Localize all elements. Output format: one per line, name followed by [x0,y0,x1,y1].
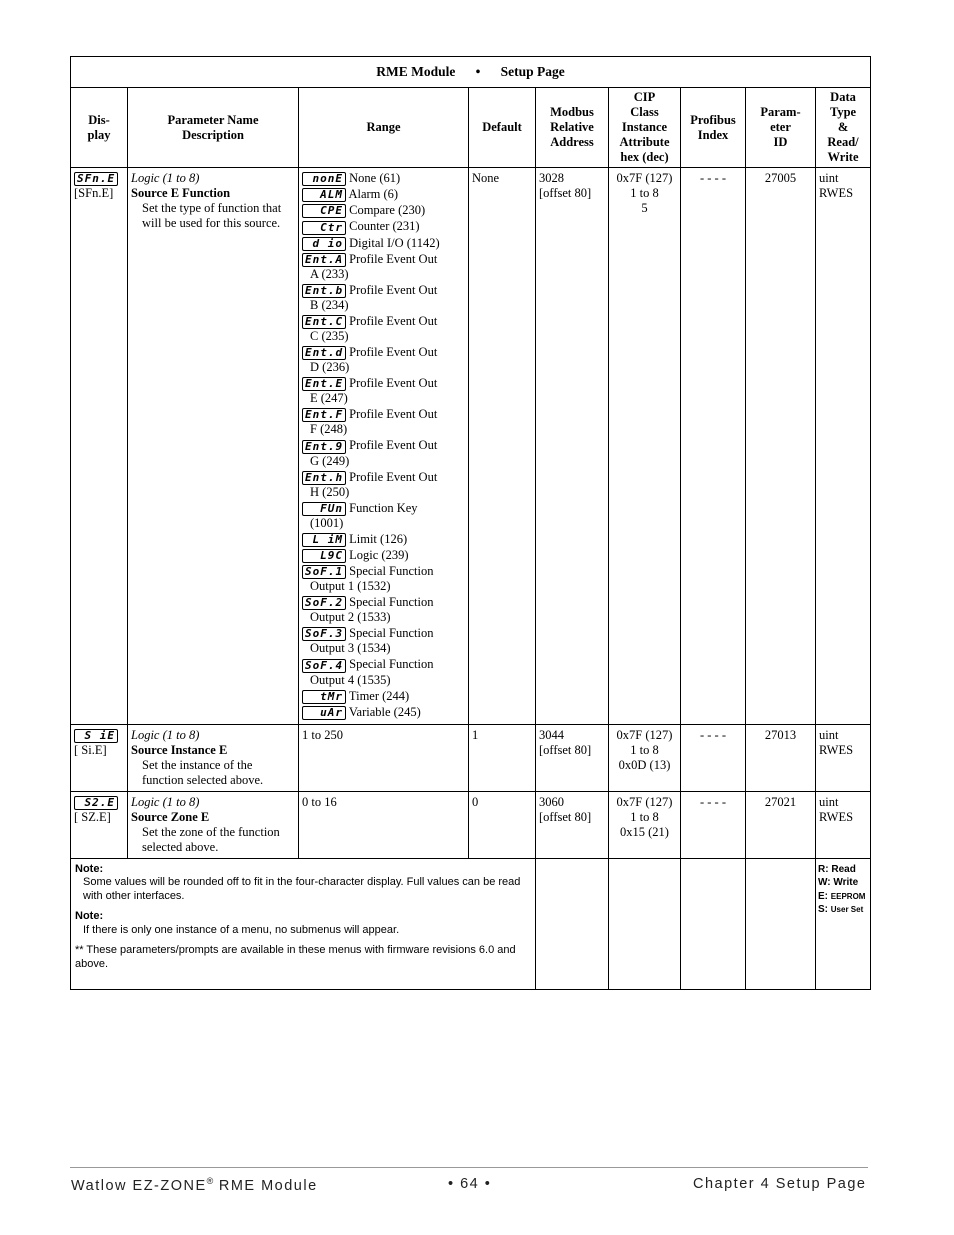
parameter-description: Set the zone of the function selected above. [142,824,280,854]
range-option [302,564,465,594]
range-option-sublabel: D (236) [310,360,350,375]
cip-attribute: 5 [641,201,648,215]
cip-attribute: 0x0D (13) [618,757,671,772]
lcd-display-code: SFn.E [74,172,118,186]
header-parameter-id: Param- eter ID [746,88,816,168]
range-option [302,203,465,218]
profibus-index: - - - - [699,794,727,809]
read-write: RWES [819,742,854,757]
range-option-sublabel: H (250) [310,484,350,499]
note-text: If there is only one instance of a menu, no submenus will appear. [83,923,400,936]
lcd-option-code: L9C [302,549,346,563]
range-option-sublabel: G (249) [310,453,350,468]
lcd-option-code: Ent.b [302,284,346,298]
notes-block [71,859,535,976]
parameter-code: [ Si.E] [74,742,107,757]
range-option-sublabel: Output 3 (1534) [310,641,391,656]
range-option-label: Digital I/O (1142) [349,235,440,250]
range-option-label: Profile Event Out [349,407,438,422]
header-profibus: Profibus Index [681,88,746,168]
cip-attribute: 0x15 (21) [620,824,669,839]
range-option-sublabel: Output 2 (1533) [310,610,391,625]
data-type: uint [819,727,839,742]
range-option-label: Special Function [349,564,434,578]
default-value: 0 [472,794,479,809]
range-option [302,705,465,720]
range-option [302,595,465,625]
cip-instance: 1 to 8 [630,742,659,757]
lcd-option-code: Ent.9 [302,440,346,454]
lcd-option-code: Ctr [302,221,346,235]
parameter-code: [ SZ.E] [74,809,111,824]
range-option-label: Profile Event Out [349,469,438,484]
table-row [71,791,871,858]
range-option-label: Profile Event Out [349,282,438,297]
header-modbus: Modbus Relative Address [536,88,609,168]
range-value: 0 to 16 [302,794,337,809]
logic-label: Logic (1 to 8) [131,171,200,185]
default-value: None [472,171,500,185]
lcd-option-code: SoF.2 [302,596,346,610]
header-default: Default [469,88,536,168]
range-option-sublabel: E (247) [310,391,348,406]
range-option-label: None (61) [349,171,401,185]
range-option-sublabel: B (234) [310,297,349,312]
default-value: 1 [472,727,479,742]
range-option [302,252,465,282]
range-option [302,376,465,406]
setup-parameter-table [70,56,871,990]
table-row [71,168,871,725]
parameter-name: Source Instance E [131,742,228,757]
data-type: uint [819,794,839,809]
lcd-option-code: ALM [302,188,346,202]
cip-instance: 1 to 8 [630,809,659,824]
parameter-code: [SFn.E] [74,186,114,201]
range-option [302,314,465,344]
cip-class: 0x7F (127) [616,727,673,742]
lcd-option-code: Ent.d [302,346,346,360]
range-option [302,187,465,202]
note-text: Some values will be rounded off to fit in the four-character display. Full values can be read with other interfaces. [83,876,521,902]
range-option-sublabel: Output 4 (1535) [310,672,391,687]
notes-row [71,858,871,989]
range-option-label: Compare (230) [349,203,426,218]
range-option-label: Function Key [349,500,418,515]
modbus-offset: [offset 80] [539,742,592,757]
lcd-option-code: nonE [302,172,346,186]
lcd-option-code: SoF.3 [302,627,346,641]
range-option [302,438,465,468]
cip-class: 0x7F (127) [616,794,673,809]
range-option-sublabel: (1001) [310,515,344,530]
range-option [302,532,465,547]
logic-label: Logic (1 to 8) [131,727,200,742]
range-option-label: Profile Event Out [349,438,438,453]
modbus-offset: [offset 80] [539,186,592,200]
range-option [302,689,465,704]
range-option-sublabel: F (248) [310,422,348,437]
profibus-index: - - - - [699,727,727,742]
range-option-label: Special Function [349,657,434,672]
lcd-option-code: Ent.F [302,408,346,422]
range-option [302,219,465,234]
modbus-offset: [offset 80] [539,809,592,824]
parameter-description: Set the type of function that will be used for this source. [142,201,282,230]
parameter-id: 27005 [764,171,797,185]
lcd-display-code: S iE [74,729,118,743]
read-write: RWES [819,186,854,200]
header-cip: CIP Class Instance Attribute hex (dec) [609,88,681,168]
header-display: Dis- play [71,88,128,168]
table-title: RME Module • Setup Page [71,57,871,88]
range-option [302,171,465,186]
header-row [71,88,871,168]
range-option [302,470,465,500]
lcd-option-code: Ent.A [302,253,346,267]
range-option [302,626,465,656]
range-option-label: Limit (126) [349,531,408,546]
cip-class: 0x7F (127) [616,171,673,185]
footer-page-number: • 64 • [448,1176,492,1192]
cip-instance: 1 to 8 [630,186,659,200]
range-option [302,548,465,563]
lcd-option-code: uAr [302,706,346,720]
range-options [299,168,468,724]
lcd-option-code: L iM [302,533,346,547]
range-option-label: Logic (239) [349,547,409,562]
note-firmware: ** These parameters/prompts are available in these menus with firmware revisions 6.0 and above. [75,944,516,970]
range-option-label: Special Function [349,626,434,641]
lcd-option-code: d io [302,237,346,251]
range-option [302,283,465,313]
range-option-sublabel: A (233) [310,266,349,281]
read-write: RWES [819,809,854,824]
range-option-label: Profile Event Out [349,313,438,328]
lcd-option-code: SoF.4 [302,659,346,673]
header-data-type: Data Type & Read/ Write [816,88,871,168]
lcd-option-code: Ent.E [302,377,346,391]
range-option-label: Timer (244) [348,688,410,703]
parameter-name: Source E Function [131,186,231,200]
lcd-display-code: S2.E [74,796,118,810]
footer-product: Watlow EZ-ZONE® RME Module [71,1176,318,1194]
parameter-description: Set the instance of the function selected above. [142,757,264,787]
note-heading: Note: [75,910,104,923]
lcd-option-code: Ent.h [302,471,346,485]
lcd-option-code: FUn [302,502,346,516]
range-option [302,657,465,687]
range-option [302,407,465,437]
range-option-label: Variable (245) [348,704,421,719]
header-parameter: Parameter Name Description [128,88,299,168]
range-option-sublabel: C (235) [310,329,349,343]
parameter-id: 27013 [764,727,797,742]
read-write-legend: R: Read W: Write E: EEPROM S: User Set [818,863,866,916]
range-option-label: Profile Event Out [349,376,438,391]
range-option [302,345,465,375]
parameter-name: Source Zone E [131,809,210,824]
parameter-id: 27021 [764,794,797,809]
profibus-index: - - - - [699,171,727,185]
table-row [71,724,871,791]
range-option [302,501,465,531]
range-option [302,236,465,251]
lcd-option-code: tMr [302,690,346,704]
range-option-label: Alarm (6) [348,187,399,202]
range-option-sublabel: Output 1 (1532) [310,579,391,594]
logic-label: Logic (1 to 8) [131,794,200,809]
range-option-label: Special Function [349,595,434,610]
lcd-option-code: CPE [302,204,346,218]
range-option-label: Profile Event Out [349,251,438,266]
footer-chapter: Chapter 4 Setup Page [693,1176,867,1192]
range-option-label: Counter (231) [349,219,420,234]
range-option-label: Profile Event Out [349,345,438,359]
range-value: 1 to 250 [302,727,343,742]
header-range: Range [299,88,469,168]
note-heading: Note: [75,862,104,875]
lcd-option-code: Ent.C [302,315,346,329]
modbus-address: 3060 [539,794,564,809]
data-type: uint [819,171,839,185]
modbus-address: 3028 [539,171,564,185]
lcd-option-code: SoF.1 [302,565,346,579]
footer-divider [70,1167,868,1168]
modbus-address: 3044 [539,727,564,742]
